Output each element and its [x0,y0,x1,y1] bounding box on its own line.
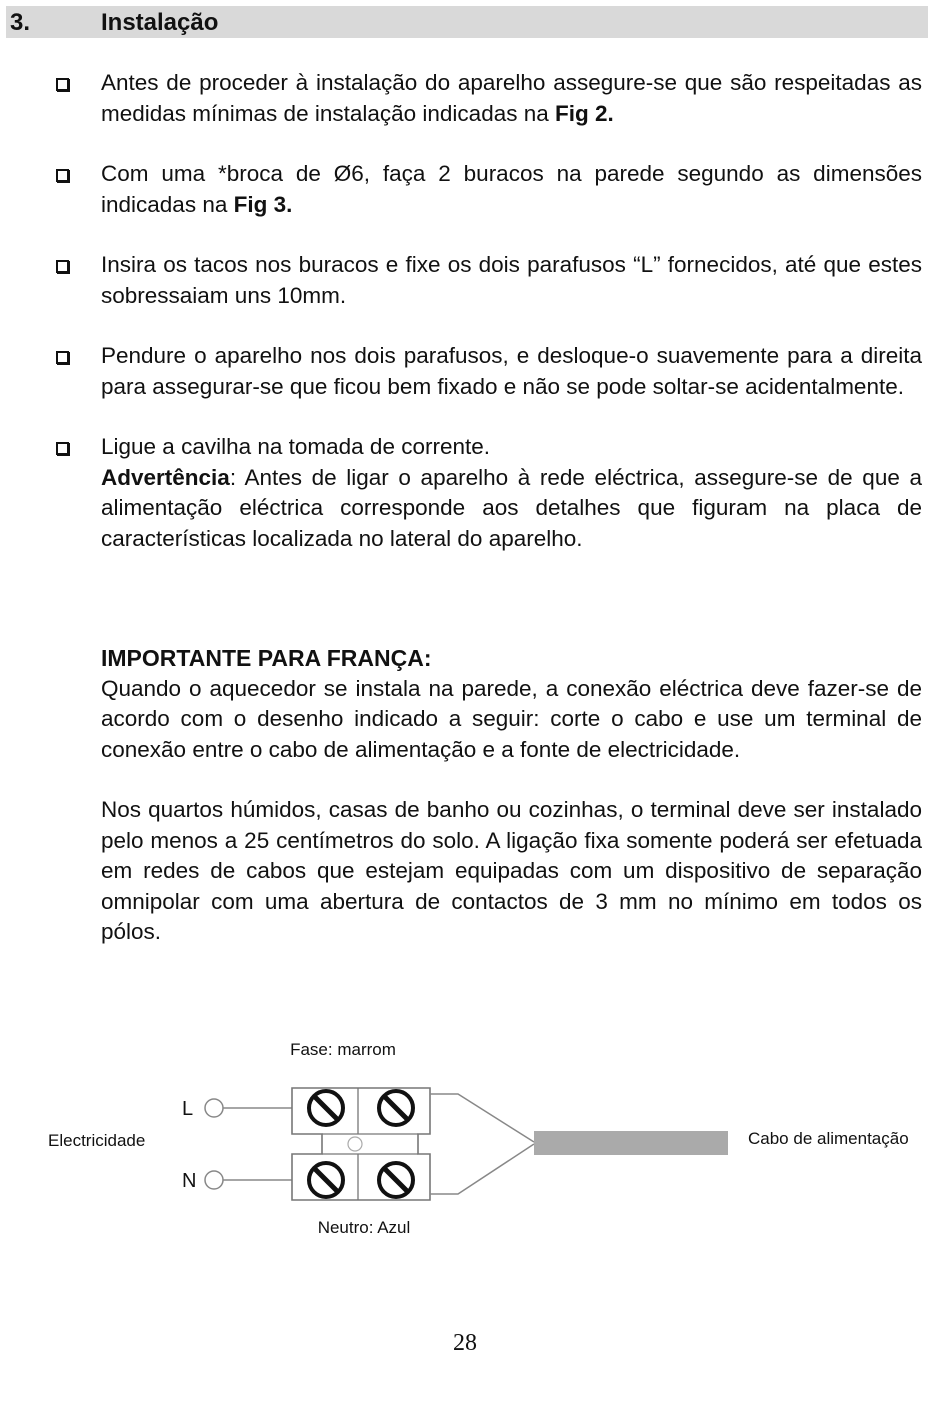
warning-label: Advertência [101,464,230,490]
list-item [0,432,950,554]
list-item-text: Antes de proceder à instalação do aparelho assegure-se que são respeitadas as medidas mínimas de instalação indicadas na Fig 2. [101,70,922,126]
important-paragraph-1: Quando o aquecedor se instala na parede, a conexão eléctrica deve fazer-se de acordo com o desenho indicado a seguir: corte o cabo e use um terminal de conexão entre o cabo de alimentação e a fonte de electricidade. [101,675,922,762]
wiring-diagram [0,1020,950,1260]
checkbox-bullet-icon [56,442,69,455]
instruction-list [0,68,950,554]
screw-icon [309,1091,343,1125]
warning-text: Advertência: Antes de ligar o aparelho à rede eléctrica, assegure-se de que a alimentação eléctrica corresponde aos detalhes que figuram na placa de características localizada no lateral do aparelho. [101,464,922,551]
figure-reference: Fig 3. [233,191,293,217]
terminal-l-label: L [182,1098,194,1120]
page-number: 28 [453,1330,477,1356]
power-cable [534,1131,728,1155]
screw-icon [379,1163,413,1197]
wire-l-out [430,1094,534,1142]
important-paragraph-2: Nos quartos húmidos, casas de banho ou cozinhas, o terminal deve ser instalado pelo menos a 25 centímetros do solo. A ligação fixa somente poderá ser efetuada em redes de cabos que estejam equipadas com um dispositivo de separação omnipolar com uma abertura de contactos de 3 mm no mínimo em todos os pólos. [101,797,922,944]
important-title: IMPORTANTE PARA FRANÇA: [101,645,432,671]
important-section [0,643,950,948]
checkbox-bullet-icon [56,169,69,182]
list-item-text: Ligue a cavilha na tomada de corrente. [101,434,491,459]
terminal-l-circle [205,1099,223,1117]
list-item-text: Insira os tacos nos buracos e fixe os dois parafusos “L” fornecidos, até que estes sobressaiam uns 10mm. [101,252,922,308]
list-item [0,159,950,220]
section-header [6,6,928,38]
checkbox-bullet-icon [56,351,69,364]
list-item-text: Pendure o aparelho nos dois parafusos, e desloque-o suavemente para a direita para assegurar-se que ficou bem fixado e não se pode soltar-se acidentalmente. [101,343,922,399]
electricity-label: Electricidade [48,1131,146,1150]
phase-label: Fase: marrom [290,1040,396,1059]
checkbox-bullet-icon [56,260,69,273]
wire-n-out [430,1144,534,1194]
terminal-n-label: N [182,1170,197,1192]
screw-icon [379,1091,413,1125]
terminal-n-circle [205,1171,223,1189]
list-item [0,341,950,402]
list-item-text: Com uma *broca de Ø6, faça 2 buracos na parede segundo as dimensões indicadas na Fig 3. [101,161,922,217]
section-number: 3. [10,9,31,36]
mounting-hole [348,1137,362,1151]
screw-icon [309,1163,343,1197]
wiring-diagram-svg [0,1020,950,1260]
section-title: Instalação [101,9,219,36]
checkbox-bullet-icon [56,78,69,91]
cable-label: Cabo de alimentação [748,1129,909,1148]
neutral-label: Neutro: Azul [317,1218,411,1237]
figure-reference: Fig 2. [555,100,614,126]
list-item [0,68,950,129]
list-item [0,250,950,311]
